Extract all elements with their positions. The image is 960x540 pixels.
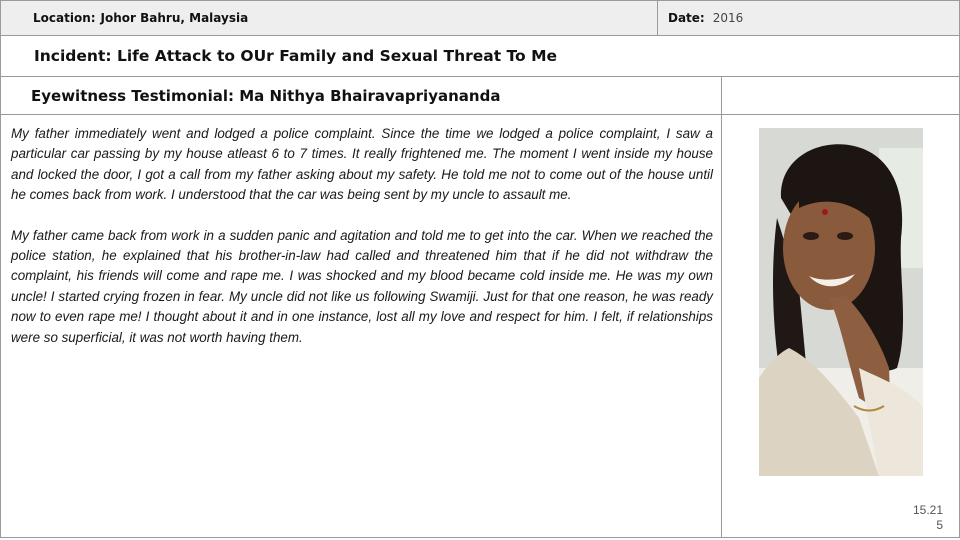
location-label: Location: — [33, 11, 96, 25]
testimonial-heading-cell — [1, 77, 722, 114]
testimonial-body-row — [0, 114, 960, 538]
testimonial-paragraph-1: My father immediately went and lodged a police complaint. Since the time we lodged a police complaint, I saw a particular car passing by my house atleast 6 to 7 times. It really frightened me. The moment I went inside my house and locked the door, I got a call from my father asking about my safety. He told me not to come out of the house until he comes back from work. I understood that the car was being sent by my uncle to assault me. — [11, 126, 713, 203]
location-value: Johor Bahru, Malaysia — [100, 11, 249, 25]
testimonial-heading: Eyewitness Testimonial: Ma Nithya Bhairavapriyananda — [31, 86, 501, 105]
header-bar — [0, 0, 960, 36]
location-cell — [1, 1, 658, 35]
testimonial-heading-row — [0, 76, 960, 115]
blank-header-cell — [722, 77, 959, 114]
date-cell — [658, 1, 959, 35]
page-number-line-1: 15.21 — [912, 503, 943, 517]
testimonial-paragraph-2: My father came back from work in a sudden panic and agitation and told me to get into the car. When we reached the police station, he explained that his brother-in-law had called and threatened him that if he did not withdraw the complaint, his friends will come and rape me. I was shocked and my blood became cold inside me. He was my own uncle! I started crying frozen in fear. My uncle did not like us following Swamiji. Just for that one reason, he was ready now to even rape me! I thought about it and in one instance, lost all my love and respect for him. I felt, if relationships were so superficial, it was not worth having them. — [11, 227, 713, 345]
incident-row — [0, 35, 960, 77]
date-value: 2016 — [712, 11, 744, 25]
date-label: Date: — [668, 11, 705, 25]
witness-photo — [759, 128, 923, 476]
incident-title: Incident: Life Attack to OUr Family and Sexual Threat To Me — [34, 47, 558, 65]
page-number-line-2: 5 — [936, 518, 943, 532]
page-number — [913, 503, 943, 533]
photo-column — [722, 115, 959, 537]
testimonial-text-column — [1, 115, 722, 537]
